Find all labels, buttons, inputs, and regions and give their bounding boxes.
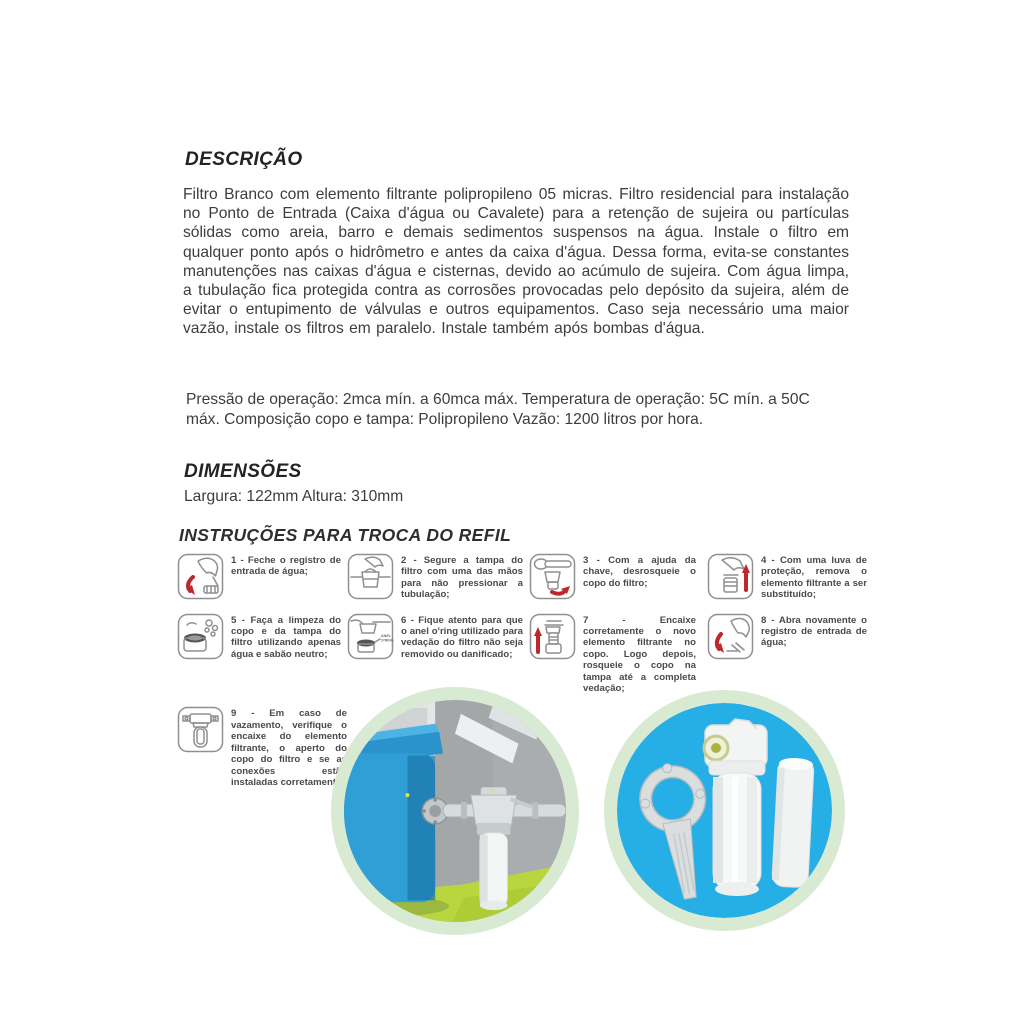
hold-filter-cap-icon [347, 553, 394, 600]
instructions-heading: INSTRUÇÕES PARA TROCA DO REFIL [179, 525, 512, 545]
oring-seal-icon [347, 613, 394, 660]
filter-parts-scene [617, 703, 832, 918]
wrench-unscrew-bowl-icon [529, 553, 576, 600]
dimensions-value: Largura: 122mm Altura: 310mm [184, 488, 404, 505]
instruction-step-7 [529, 613, 707, 695]
oring-note-line2: O'RING [381, 638, 394, 643]
assembled-filter-icon [177, 706, 224, 753]
instruction-step-label: 9 - Em caso de vazamento, verifique o encaixe do elemento filtrante, o aperto do copo do filtro e se as conexões estão instaladas corretamente. [231, 708, 347, 788]
instruction-step-3 [529, 553, 707, 600]
instruction-step-label: 1 - Feche o registro de entrada de água; [231, 555, 341, 578]
filter-housing [704, 719, 767, 896]
instruction-step-label: 5 - Faça a limpeza do copo e da tampa do filtro utilizando apenas água e sabão neutro; [231, 614, 341, 660]
installation-photo [331, 687, 579, 935]
oring-note-line1: ANEL [381, 633, 391, 638]
instruction-step-1 [177, 553, 347, 600]
instruction-step-label: 4 - Com uma luva de proteção, remova o elemento filtrante a ser substituído; [761, 555, 867, 601]
instruction-step-2 [347, 553, 529, 601]
instruction-step-5 [177, 613, 347, 661]
instruction-step-9 [177, 706, 347, 788]
filter-cartridge [772, 757, 815, 888]
instruction-step-6 [347, 613, 529, 661]
open-inlet-valve-icon [707, 613, 754, 660]
instruction-step-4 [707, 553, 875, 601]
parts-photo [604, 690, 845, 931]
close-inlet-valve-icon [177, 553, 224, 600]
instruction-step-label: 8 - Abra novamente o registro de entrada de água; [761, 614, 867, 649]
dimensions-heading: DIMENSÕES [184, 461, 302, 482]
remove-element-icon [707, 553, 754, 600]
clean-bowl-icon [177, 613, 224, 660]
installed-filter-scene [344, 700, 566, 922]
instruction-step-8 [707, 613, 875, 660]
description-text: Filtro Branco com elemento filtrante polipropileno 05 micras. Filtro residencial para instalação no Ponto de Entrada (Caixa d'água ou Cavalete) para a retenção de sujeira ou partículas sólidas como areia, barro e demais sedimentos suspensos na água. Instale o filtro em qualquer ponto após o hidrômetro e antes da caixa d'água. Dessa forma, evita-se constantes manutenções nas caixas d'água e cisternas, devido ao acúmulo de sujeira. Com água limpa, a tubulação fica protegida contra as corrosões provocadas pelo depósito da sujeira, além de evitar o entupimento de válvulas e outros equipamentos. Caso seja necessário uma maior vazão, instale os filtros em paralelo. Instale também após bombas d'água. [183, 186, 849, 338]
instruction-step-label: 7 - Encaixe corretamente o novo elemento filtrante no copo. Logo depois, rosqueie o copo na tampa até a completa vedação; [583, 614, 696, 695]
insert-element-icon [529, 613, 576, 660]
instruction-row-1 [177, 553, 877, 601]
instruction-step-label: 3 - Com a ajuda da chave, desrosqueie o copo do filtro; [583, 555, 696, 589]
specs-text: Pressão de operação: 2mca mín. a 60mca máx. Temperatura de operação: 5C mín. a 50C máx. Composição copo e tampa: Polipropileno Vazão: 1200 litros por hora. [186, 391, 810, 428]
instruction-step-label: 2 - Segure a tampa do filtro com uma das mãos para não pressionar a tubulação; [401, 555, 523, 601]
description-heading: DESCRIÇÃO [185, 149, 303, 170]
instruction-step-label: 6 - Fique atento para que o anel o'ring utilizado para vedação do filtro não seja removido ou danificado; [401, 614, 523, 660]
instruction-row-2 [177, 613, 877, 695]
